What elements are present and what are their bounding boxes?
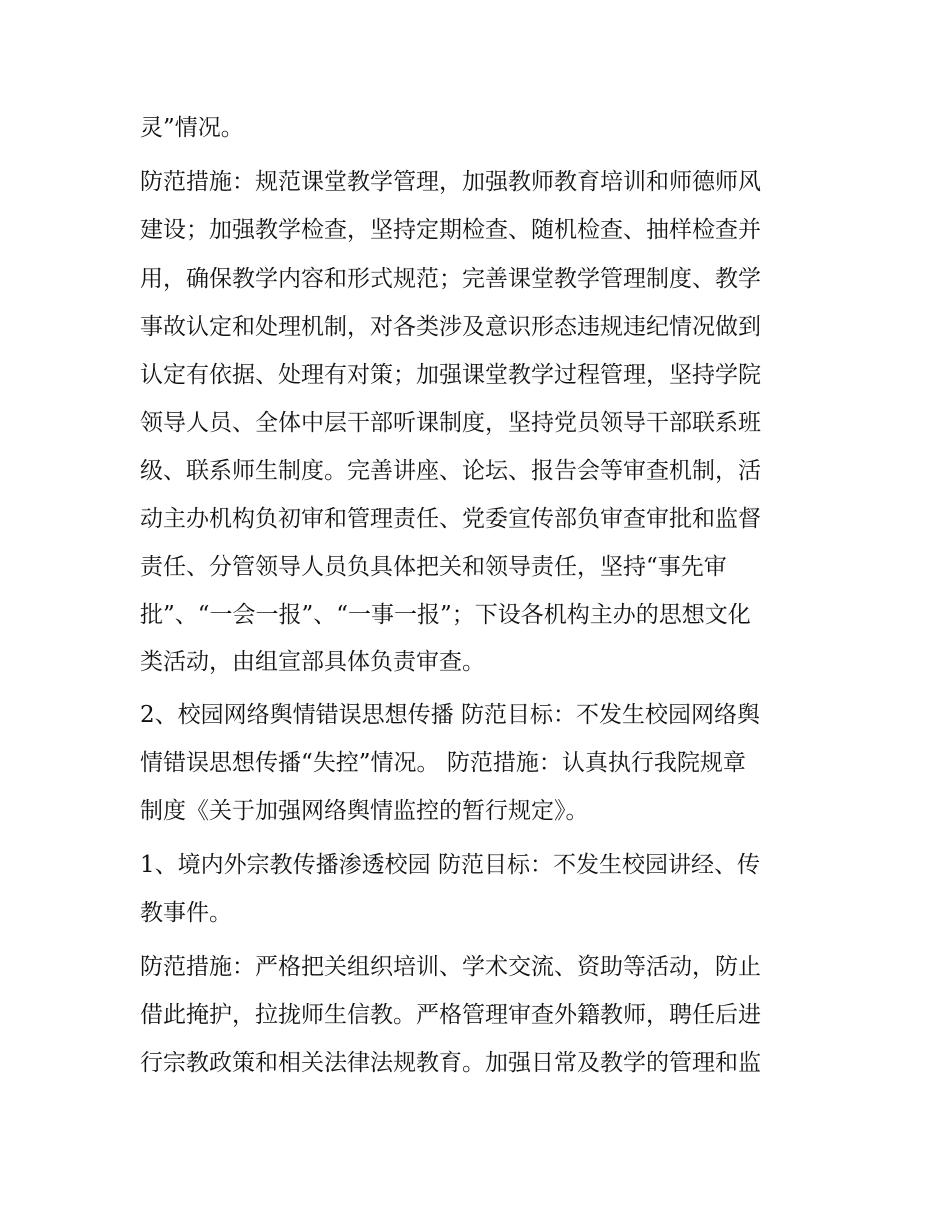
text-line: 领导人员、全体中层干部听课制度，坚持党员领导干部联系班 [140,410,761,436]
text-line: 用，确保教学内容和形式规范；完善课堂教学管理制度、教学 [140,266,761,292]
text-line: 2、校园网络舆情错误思想传播 防范目标：不发生校园网络舆 [140,702,760,728]
text-line: 认定有依据、处理有对策；加强课堂教学过程管理，坚持学院 [140,362,761,388]
text-line: 级、联系师生制度。完善讲座、论坛、报告会等审查机制，活 [140,458,761,484]
text-line: 批”、“一会一报”、“一事一报”；下设各机构主办的思想文化 [140,602,751,628]
text-line: 教事件。 [140,900,232,926]
text-line: 动主办机构负初审和管理责任、党委宣传部负审查审批和监督 [140,506,761,532]
text-line: 防范措施：规范课堂教学管理，加强教师教育培训和师德师风 [140,169,761,195]
text-line: 情错误思想传播“失控”情况。 防范措施：认真执行我院规章 [140,750,746,776]
text-line: 建设；加强教学检查，坚持定期检查、随机检查、抽样检查并 [140,217,761,243]
text-line: 类活动，由组宣部具体负责审查。 [140,649,485,675]
text-line: 行宗教政策和相关法律法规教育。加强日常及教学的管理和监 [140,1050,761,1076]
text-line: 防范措施：严格把关组织培训、学术交流、资助等活动，防止 [140,954,761,980]
text-line: 制度《关于加强网络舆情监控的暂行规定》。 [140,798,589,824]
text-line: 灵”情况。 [140,115,244,141]
text-line: 1、境内外宗教传播渗透校园 防范目标：不发生校园讲经、传 [140,852,760,878]
text-line: 事故认定和处理机制，对各类涉及意识形态违规违纪情况做到 [140,314,761,340]
text-line: 借此掩护，拉拢师生信教。严格管理审查外籍教师，聘任后进 [140,1002,761,1028]
text-line: 责任、分管领导人员负具体把关和领导责任，坚持“事先审 [140,554,727,580]
